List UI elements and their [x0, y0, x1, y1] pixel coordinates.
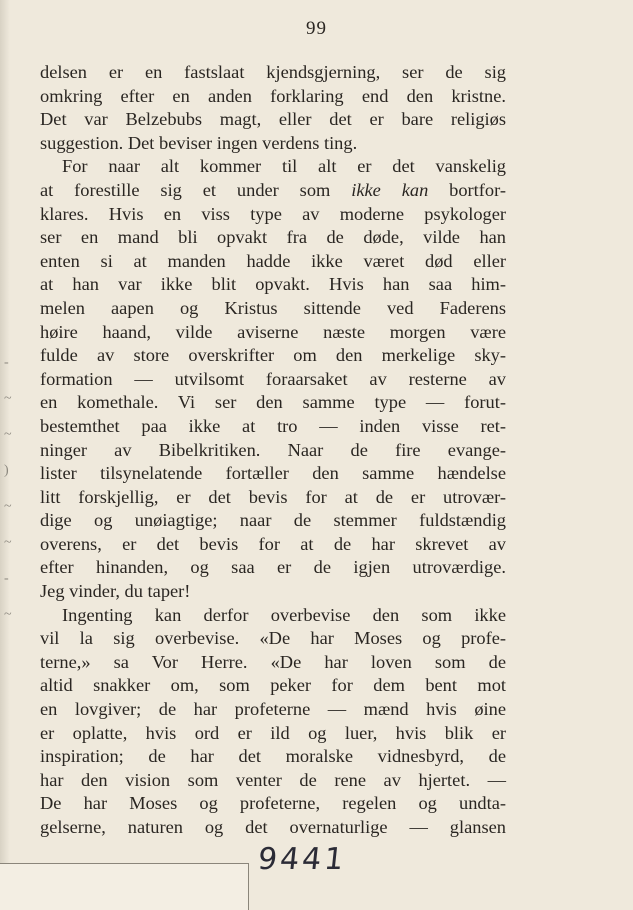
text-line: en komethale. Vi ser den samme type — forut-	[40, 392, 506, 413]
text-line: klares. Hvis en viss type av moderne psykologer	[40, 203, 506, 224]
text-line: ser en mand bli opvakt fra de døde, vilde han	[40, 227, 506, 248]
text-line: dige og unøiagtige; naar de stemmer fuldstændig	[40, 510, 506, 531]
text-line: enten si at manden hadde ikke været død eller	[40, 250, 506, 271]
text-span: bortfor-	[428, 179, 506, 200]
text-line: formation — utvilsomt foraarsaket av resterne av	[40, 368, 506, 389]
paper-slip	[0, 863, 249, 910]
text-line: Ingenting kan derfor overbevise den som ikke	[62, 604, 506, 625]
text-line: De har Moses og profeterne, regelen og undta-	[40, 793, 506, 814]
text-line: litt forskjellig, er det bevis for at de er utrovær-	[40, 486, 506, 507]
text-line: gelserne, naturen og det overnaturlige — glansen	[40, 817, 506, 837]
text-line	[40, 179, 506, 203]
text-line: høire haand, vilde aviserne næste morgen være	[40, 321, 506, 342]
text-line: melen aapen og Kristus sittende ved Faderens	[40, 297, 506, 318]
handwritten-note: 9441	[256, 842, 349, 877]
text-line: efter hinanden, og saa er de igjen utroværdige.	[40, 557, 506, 578]
margin-pencil-marks: - ~ ~ ) ~ ~ - ~	[4, 355, 12, 622]
text-line: inspiration; de har det moralske vidnesbyrd, de	[40, 746, 506, 767]
text-line: altid snakker om, som peker for dem bent mot	[40, 675, 506, 696]
page-number: 99	[306, 18, 327, 39]
text-line: Det var Belzebubs magt, eller det er bare religiøs	[40, 109, 506, 130]
text-span: at forestille sig et under som	[40, 179, 352, 200]
body-text	[40, 61, 506, 840]
text-line: terne,» sa Vor Herre. «De har loven som de	[40, 651, 506, 672]
text-line: overens, er det bevis for at de har skrevet av	[40, 533, 506, 554]
text-line: har den vision som venter de rene av hjertet. —	[40, 769, 506, 790]
text-line: er oplatte, hvis ord er ild og luer, hvis blik er	[40, 722, 506, 743]
text-line: en lovgiver; de har profeterne — mænd hvis øine	[40, 699, 506, 720]
text-line: suggestion. Det beviser ingen verdens ting.	[40, 132, 358, 153]
text-line: lister tilsynelatende fortæller den samme hændelse	[40, 463, 506, 484]
text-line: ninger av Bibelkritiken. Naar de fire evange-	[40, 439, 506, 460]
text-line: Jeg vinder, du taper!	[40, 581, 191, 602]
text-line: For naar alt kommer til alt er det vanskelig	[62, 156, 506, 177]
text-line: vil la sig overbevise. «De har Moses og profe-	[40, 628, 506, 649]
text-line: bestemthet paa ikke at tro — inden visse ret-	[40, 415, 506, 436]
text-line: at han var ikke blit opvakt. Hvis han saa him-	[40, 274, 506, 295]
text-line: delsen er en fastslaat kjendsgjerning, ser de sig	[40, 62, 506, 82]
text-line: fulde av store overskrifter om den merkelige sky-	[40, 345, 506, 366]
emphasis-text: ikke kan	[351, 179, 429, 200]
text-line: omkring efter en anden forklaring end den kristne.	[40, 85, 506, 106]
